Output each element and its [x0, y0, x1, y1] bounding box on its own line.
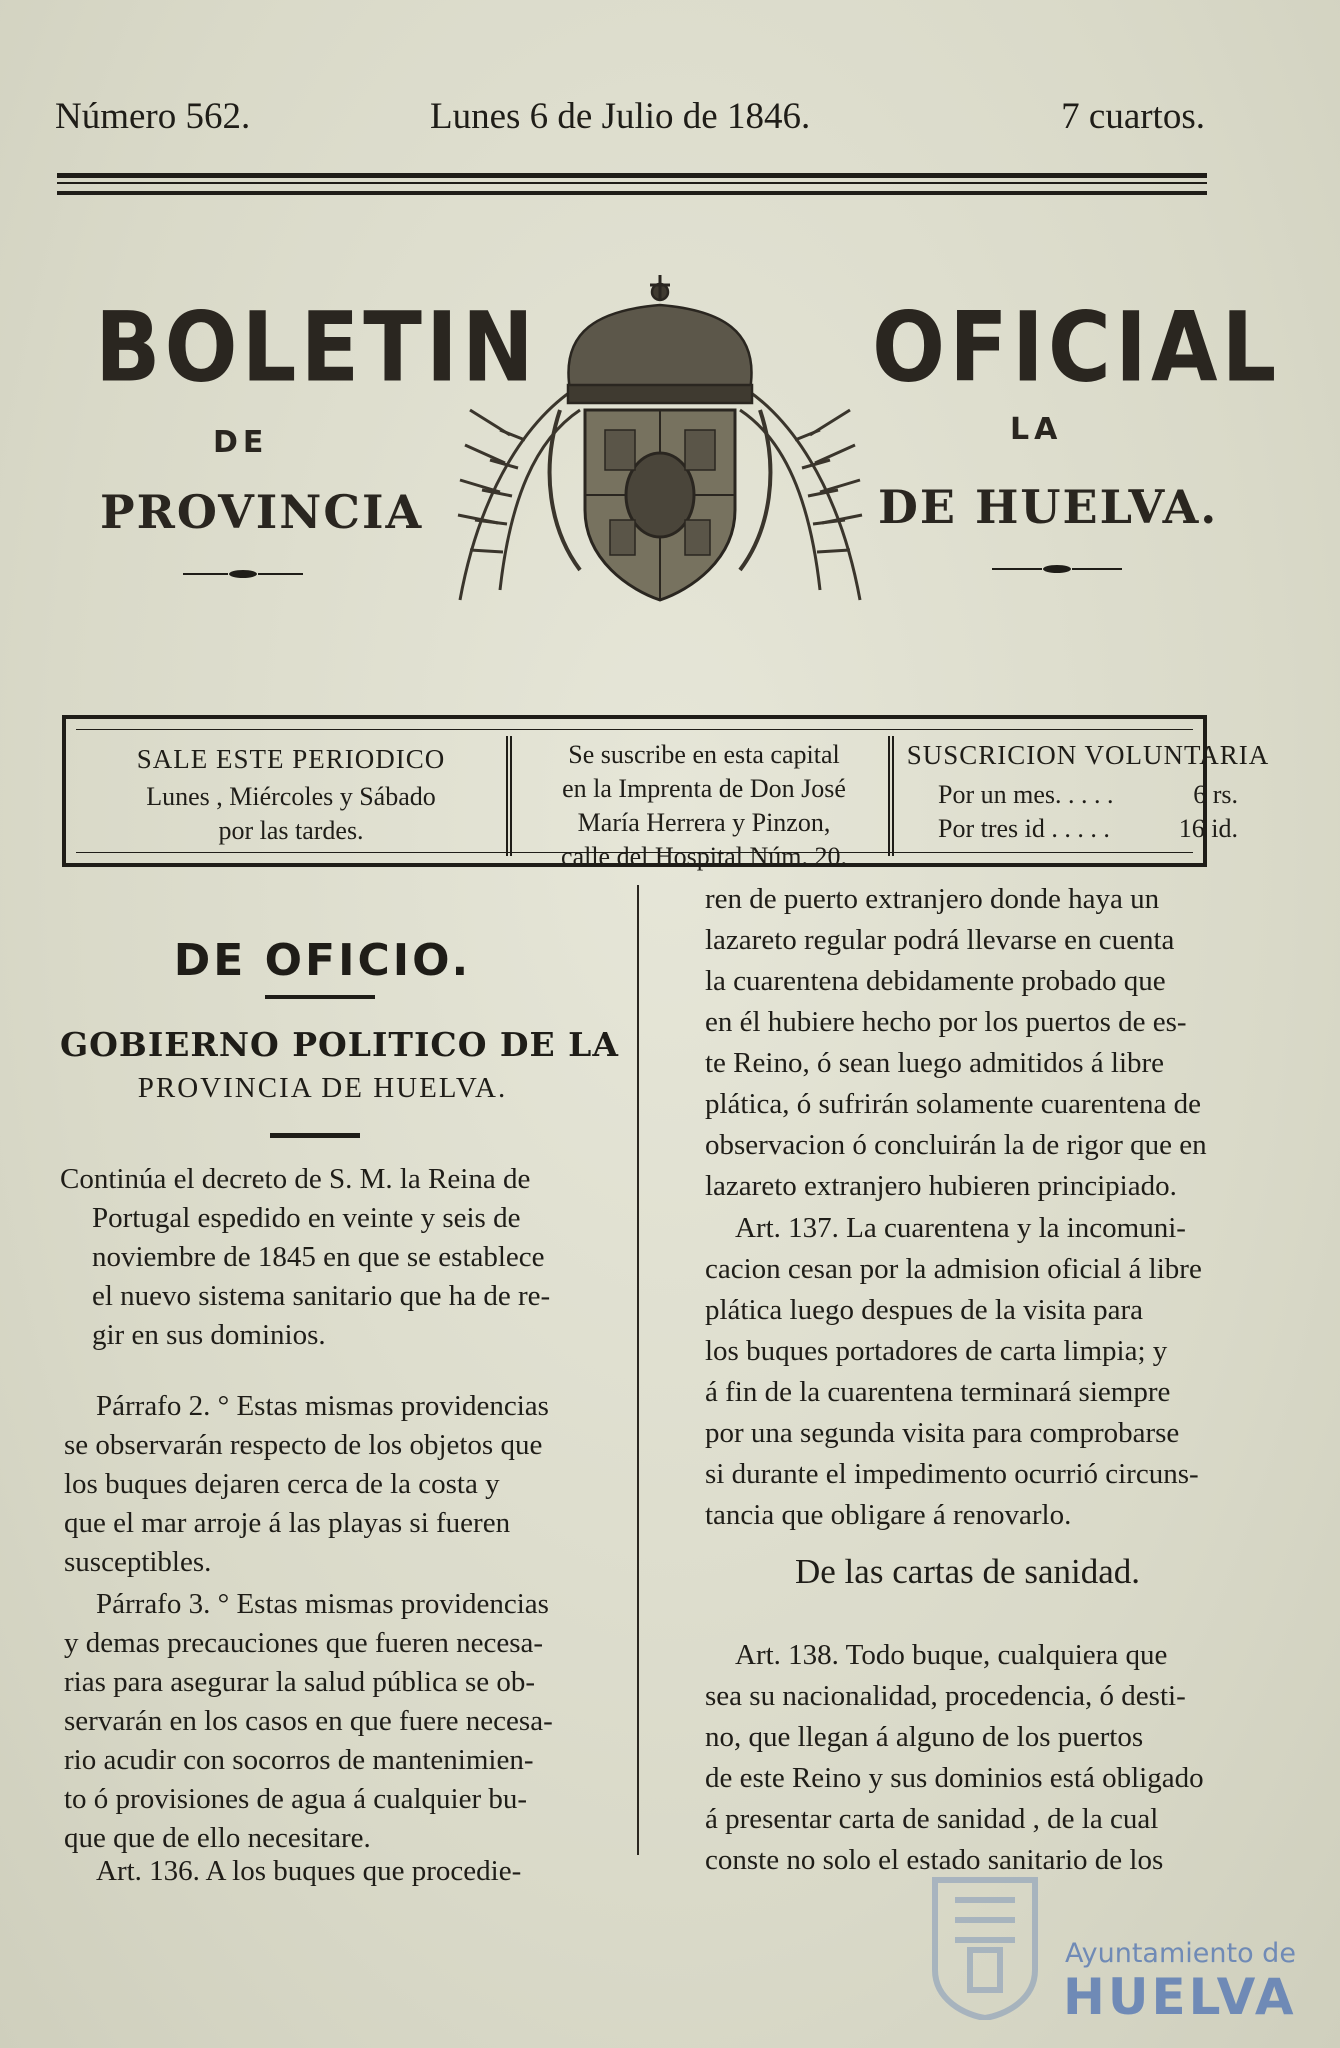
- text-line: te Reino, ó sean luego admitidos á libre: [705, 1047, 1165, 1079]
- issue-number: Número 562.: [55, 96, 251, 137]
- text-line: gir en sus dominios.: [92, 1319, 326, 1351]
- watermark-line1: Ayuntamiento de: [1065, 1938, 1296, 1969]
- subscription-location: [524, 738, 884, 874]
- heading-rule: [270, 1133, 360, 1138]
- text-line: to ó provisiones de agua á cualquier bu-: [64, 1783, 528, 1815]
- text-line: rio acudir con socorros de mantenimien-: [64, 1744, 534, 1776]
- flourish-right-icon: [992, 562, 1122, 576]
- article-subheading: PROVINCIA DE HUELVA.: [137, 1072, 508, 1104]
- text-line: servarán en los casos en que fuere necesa-: [64, 1705, 553, 1737]
- section-rule: [265, 995, 375, 999]
- text-line: rias para asegurar la salud pública se ob-: [64, 1666, 536, 1698]
- publication-days: [86, 738, 496, 848]
- text-line: á presentar carta de sanidad , de la cual: [705, 1803, 1159, 1835]
- flourish-left-icon: [183, 567, 303, 581]
- text-line: que que de ello necesitare.: [64, 1822, 371, 1854]
- subscription-location-line: María Herrera y Pinzon,: [577, 808, 831, 837]
- masthead-boletin: BOLETIN: [95, 292, 538, 404]
- subscription-box: [62, 715, 1270, 871]
- text-line: susceptibles.: [64, 1546, 212, 1578]
- text-line: Continúa el decreto de S. M. la Reina de: [60, 1163, 531, 1195]
- subscription-location-line: en la Imprenta de Don José: [562, 774, 846, 803]
- text-line: plática luego despues de la visita para: [705, 1294, 1144, 1326]
- text-line: Art. 136. A los buques que procedie-: [96, 1855, 522, 1887]
- box-separator: [888, 736, 894, 856]
- text-line: por una segunda visita para comprobarse: [705, 1417, 1180, 1449]
- text-line: sea su nacionalidad, procedencia, ó desti-: [705, 1680, 1186, 1712]
- text-line: tancia que obligare á renovarlo.: [705, 1499, 1072, 1531]
- text-line: lazareto regular podrá llevarse en cuenta: [705, 924, 1175, 956]
- prices-title: SUSCRICION VOLUNTARIA: [906, 740, 1270, 770]
- price-label: Por un mes. . . . .: [938, 780, 1114, 809]
- text-line: los buques dejaren cerca de la costa y: [64, 1468, 500, 1500]
- watermark-line2: HUELVA: [1063, 1968, 1297, 2026]
- text-line: en él hubiere hecho por los puertos de es-: [705, 1006, 1187, 1038]
- text-line: el nuevo sistema sanitario que ha de re-: [92, 1280, 551, 1312]
- publication-title: SALE ESTE PERIODICO: [136, 744, 446, 774]
- text-line: Párrafo 2. ° Estas mismas providencias: [96, 1390, 549, 1422]
- price-value: 6 rs.: [1193, 780, 1238, 809]
- article-heading: GOBIERNO POLITICO DE LA: [60, 1025, 619, 1064]
- text-line: los buques portadores de carta limpia; y: [705, 1335, 1168, 1367]
- price-row: [898, 778, 1278, 812]
- publication-days-text: Lunes , Miércoles y Sábado: [146, 782, 436, 811]
- column-divider: [637, 885, 639, 1855]
- text-line: de este Reino y sus dominios está obligado: [705, 1762, 1204, 1794]
- masthead-provincia: PROVINCIA: [100, 485, 424, 539]
- text-line: la cuarentena debidamente probado que: [705, 965, 1166, 997]
- header-rule-thin: [57, 182, 1207, 184]
- issue-date: Lunes 6 de Julio de 1846.: [430, 96, 811, 137]
- price-row: [898, 812, 1278, 846]
- section-title: DE OFICIO.: [173, 935, 472, 986]
- text-line: se observarán respecto de los objetos que: [64, 1429, 543, 1461]
- issue-price: 7 cuartos.: [1061, 96, 1205, 137]
- masthead-la: LA: [1010, 412, 1063, 447]
- text-line: lazareto extranjero hubieren principiado.: [705, 1170, 1177, 1202]
- text-line: que el mar arroje á las playas si fueren: [64, 1507, 511, 1539]
- masthead-oficial: OFICIAL: [872, 292, 1281, 404]
- subscription-location-line: calle del Hospital Núm. 20.: [561, 842, 847, 871]
- subscription-prices: [898, 738, 1278, 846]
- header-rule-thick: [57, 173, 1207, 178]
- price-value: 16 id.: [1178, 814, 1238, 843]
- text-line: ren de puerto extranjero donde haya un: [705, 883, 1160, 915]
- subscription-location-line: Se suscribe en esta capital: [568, 740, 840, 769]
- masthead-de-huelva: DE HUELVA.: [878, 480, 1219, 534]
- price-label: Por tres id . . . . .: [938, 814, 1110, 843]
- text-line: si durante el impedimento ocurrió circuns-: [705, 1458, 1199, 1490]
- text-line: plática, ó sufrirán solamente cuarentena de: [705, 1088, 1201, 1120]
- text-line: Párrafo 3. ° Estas mismas providencias: [96, 1588, 549, 1620]
- section-subheading: De las cartas de sanidad.: [795, 1552, 1140, 1591]
- header-rule-bottom: [57, 191, 1207, 195]
- text-line: noviembre de 1845 en que se establece: [92, 1241, 545, 1273]
- masthead-de: DE: [213, 425, 269, 460]
- text-line: observacion ó concluirán la de rigor que en: [705, 1129, 1207, 1161]
- text-line: conste no solo el estado sanitario de los: [705, 1844, 1164, 1876]
- text-line: Art. 137. La cuarentena y la incomuni-: [735, 1212, 1186, 1244]
- text-line: y demas precauciones que fueren necesa-: [64, 1627, 544, 1659]
- publication-time: por las tardes.: [218, 816, 364, 845]
- issue-header: [55, 95, 1205, 145]
- text-line: cacion cesan por la admision oficial á libre: [705, 1253, 1202, 1285]
- text-line: á fin de la cuarentena terminará siempre: [705, 1376, 1171, 1408]
- text-line: Art. 138. Todo buque, cualquiera que: [735, 1639, 1168, 1671]
- subscription-box-inner: [76, 729, 1270, 871]
- text-line: Portugal espedido en veinte y seis de: [92, 1202, 521, 1234]
- royal-coat-of-arms-icon: [440, 270, 880, 610]
- box-separator: [506, 736, 512, 856]
- text-line: no, que llegan á alguno de los puertos: [705, 1721, 1144, 1753]
